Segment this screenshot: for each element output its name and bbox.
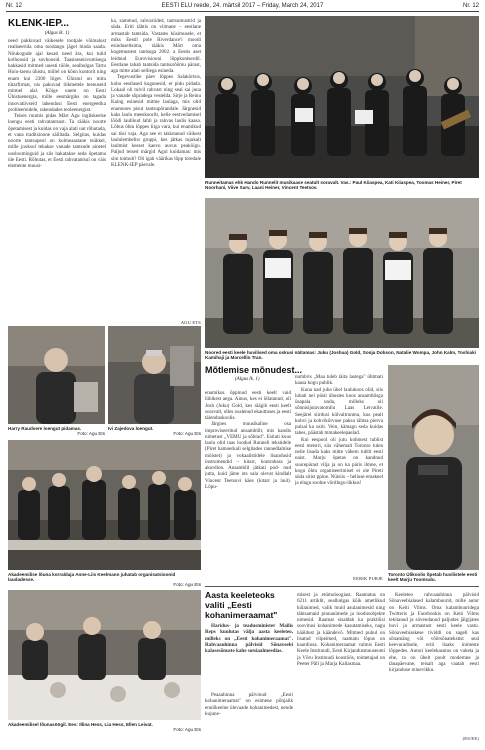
- col2-paragraph: ka, sammud, rahvariided, tantsumustrid ja süda. Eriti tähtis on viimane – eestlane armastab tantsida. Vastates küsimusele, et miks Eestil pole Riverdance'i moodi esinduseltsima, rääkis Märt oma kogemustest tantsuga 2002. a Eestis aset leidnud Eurovisiooni lõppkontserdil. Eestlane tahab tantsida tantsurõõmu pärast, aga mitte alati selliega esineda.: [111, 18, 201, 74]
- harry-caption-text: Harry Raudvere loengut pidamas.: [8, 426, 82, 431]
- page-number-right: Nr. 12: [462, 3, 479, 9]
- motlemise-paragraph: enamikus õppinud eesti keelt vaid lühikest aega. Ainus, kes ei õllatanud, oli Josh (Juku) Gold, kes räägib eesti keelt soravalt, olles osalenud ekauttuses ja eesti täienduskoolis.: [205, 390, 291, 421]
- motlemise-paragraph: Kuna nad juba ühel laulukoos olid, siis lubati nei püsti ühustes koos ansamblisga üsapala unda, milleks oli sõnnisijutavatomliu Laas Leivatile. Seejärel siirdusi külvaltrunmu, kus pealt kohvi ja kohvikürvuse paksu tähtsa pierva pulsal ka usiti. Vein, kämagu seda kuidas tahes, päästab mmakeelepaelad.: [295, 386, 383, 437]
- page-number-left: Nr. 12: [6, 3, 23, 9]
- aasta-article: [205, 590, 293, 732]
- aasta-paragraph: Keeleteo rahvaauhinna pälvisid Sõnaveebialased kalambuurid, mille autor on Keiti Vilms. Oma kalambuuridega Twitteris ja Facebookis on Keiti Vilms tekitanud ja süvendanud paljudes jälgijates huvi ja armastust eesti keele vastu. Sõnaveebiaskese tividdi on sageli kas sõnamäng või võõrsõnatekstist seal keevuradisele, eriti lisaks inimeste lõppedes. Autori keelekasutus on vaheta ja ehe, ta on ühelt poolt modernne ja tänapäevane, teisalt aga vaatab eesti kirjanduse minevikku.: [389, 592, 479, 673]
- klenk-paragraph: Teises ruumis pidas Märt Agu ingliskeelse loengu eesti rahvatantsust. Ta rääkis noorte õpetamisest ja kuidas on vaja alati uut rõhutada, et vana traditsioone säilitada. Selgitas, kuidas noorte tantsupeol on kolmeaastane tsükkel, mille jooksul tehakse vanade tantsude ainetel uusloominguid ja siis hakatakse seda õpetama üle Eesti. Rõhutas, et Eesti rahvatantsul on väis elemente muusi-: [8, 113, 106, 169]
- aasta-headline: [205, 590, 293, 620]
- col2-paragraph: Tegevustihe päev lõppes Salakõrtsis, kuhu eestlased kogunesid, et pidu pidada. Lokaal oli tulvil rahvast ning seal sai juua ja vanade sõpradega vestelda. Sirje ja Reinu Kaing esinesid mitme laulaga, mis olid enamuses pisut tantsupõrandale. Järgnesid kaks laulu meeskoorilt, kelle eestvedamisel lõõdi laulikud lahti ja rahvas laulis kaasa. Lõbus õhtu lõppes liiga vara, kui enamikud sai tüsi vaja. Aga see ei takistanud väikest laululembelist gruppi, kes jätkas tujukalt laulmist kesset kaevu auvus peakõigu. Paljud teised märgid Agul kuidamas: mis siin toimub? Oli igati väärikas lõpp toredale KLENK-IEP päevale.: [111, 74, 201, 168]
- aasta-body-b: [297, 592, 385, 744]
- ivi-photo: [108, 326, 201, 424]
- aasta-headline-line: valiti „Eesti: [205, 600, 252, 610]
- motlemise-byline: (Algus lk. 1): [235, 377, 260, 382]
- section-divider: [205, 586, 479, 587]
- motlemise-signature: EERIK PURJE: [353, 576, 383, 581]
- toronto-caption: Toronto Ülikoolis õpetab huvilistele eesti keelt Marju Toomsalu.: [388, 572, 478, 583]
- motlemise-col-b: [295, 374, 383, 574]
- students-caption: Noored eesti keele huvilised oma oskusi näitamas: Juku (Joshua) Gold, Sonja Dobson, Natalie Wompa, John Kalm, Toshiaki Kamihaji ja Marcellin Tran.: [205, 350, 476, 361]
- col2-body: [111, 18, 201, 318]
- aasta-paragraph: Peaauhinna pälvinud „Eesti kohanimeraamat" on esimene põhjalik ennlikeelne ülevaade kohanimedest, nende kujune-: [205, 692, 293, 717]
- aasta-lead: [205, 623, 293, 689]
- klenk-article: [8, 18, 106, 340]
- akadeemiline-caption-text: Akadeemilise lõuna korraldaja Anne-Liis Keelmann juhatab organisatsioonid laudadesse.: [8, 572, 176, 583]
- akadeemiline-photo: [8, 440, 201, 570]
- harry-caption: [8, 426, 105, 436]
- aasta-lead-text: Haridus- ja teadusminister Mailis Reps kuulutas välja aasta keeleteo, milleks on „Eesti kohanimeraamat". Rahvaauhinna pälvisid Sõnaveebi kalasesõnuste kahe sotsiaalmeedias.: [205, 623, 293, 654]
- musicians-caption: Runneitamas ehk Hando Runnelit musikaase seatult soravalt. Vas.: Paul Kiiaspea, Kati Kiiaspea, Toomas Heiner, Piret Noorhani, Viive Sarv, Laani Heiner, Vincent Teetsov.: [205, 180, 462, 191]
- aasta-body-c: [389, 592, 479, 734]
- klenk-signature: AGU ETS: [180, 320, 201, 325]
- klenk-body: [8, 38, 106, 340]
- musicians-photo: [205, 16, 479, 178]
- motlemise-headline: Mõtlemise mõnudest...: [205, 365, 303, 375]
- ivi-caption: [108, 426, 201, 436]
- motlemise-paragraph: Järgnes muusikaline osa improviseeritud ansamblilt, mis kandis nimetust „VEMU ja sõbrad". Esitati kuus laulu olid taas loodud Runneli tekstidele (Piret hamoerkali selgitades rannedlamise mõistet) ja vokaalistidele lisandusid instrumendid – kitarr, kontrabass ja akordion. Ansamblil jätkati pod- nud jutta, kuid jäme ots sala olevat kindlalt Vincent Teetsovi käes (kitarr ja laul). Lõpu-: [205, 421, 291, 490]
- lounasook-caption: [8, 722, 201, 732]
- klenk-byline: (Algus lk. 1): [44, 31, 70, 36]
- akadeemiline-photo-credit: Foto: Agu Ets: [173, 582, 201, 588]
- harry-photo-credit: Foto: Agu Ets: [77, 431, 105, 437]
- klenk-paragraph: need pakkuvad väikesele tootjale võimalust realiseerida oma toodangu jägel hinda saada. Nõukogude ajal kesati need ära, kui tulid kolhoosid ja sovhoosid. Taasiseseisvumisega hakkasid mitmed uuesti tööle, sealhulgas Tartu Hoiu-laenu ühistu, millel on kõnn kontorit ning enam kui 2300 liiget. Ühistul on mitu tütarfirmat, nis pakuvad liikmetele teenuseid mitmel alal. Kõige uuem on Eesti Ühistuenergia, mille eesmärgiks on tagada innovatiivseid lahendusi Eesti energeetika probleemidele, rakendades teoleenergiat.: [8, 38, 106, 113]
- page-header: [6, 2, 479, 12]
- students-photo: [205, 198, 479, 348]
- aasta-body-a: [205, 692, 293, 732]
- aasta-signature: (ES/EE): [462, 736, 479, 741]
- masthead-date: EESTI ELU reede, 24. märtsil 2017 – Friday, March 24, 2017: [161, 3, 324, 9]
- toronto-teacher-photo: [388, 365, 479, 570]
- ivi-caption-text: Ivi Zajedova loengut.: [108, 426, 154, 431]
- aasta-headline-line: Aasta keeleteoks: [205, 590, 275, 600]
- lounasook-photo: [8, 590, 201, 720]
- akadeemiline-caption: [8, 572, 201, 588]
- klenk-headline: KLENK-IEP...: [8, 18, 69, 29]
- ivi-photo-credit: Foto: Agu Ets: [173, 431, 201, 437]
- motlemise-col-a: [205, 390, 291, 576]
- aasta-headline-line: kohanimeraamat": [205, 610, 278, 620]
- motlemise-paragraph: Kui eespool oli jutu kohmest tublist eesti meistri, siis vähemalt Toronto tulen neile lisada kaks mitte vähem tublit eesti naist. Marju õpetas on kandnud suurepärast vilja ja on ka päris ilmne, et kogu õhtu organiseerimisel ei ole Pireti süda sitist ppine. Nüisiis – heliuse emakeel ja elugu soolne võrdlugu-likkus!: [295, 436, 383, 487]
- aasta-paragraph: misest ja etümoloogiast. Raamatus on 6211 artiklit, sealhulgas kõik ametlikud külanimed, valik muid asulanimesid ning tähtsamaid pinnanimede ja loodusobjekte nimesid. Raamat sisaldab ka praktilisi soovitusi kohanimede kasutamiseks, nagu hääldust ja käändevõ. Mitmed puhul on lisatud viipeimed, raamatu lõpus on kaardiosa. Kohanimeraamat valmis Eesti Keele Instituudi, Eesti Kirjandusmuuseumi ja Võru Instituudi koostöös, toimetajad on Peeter Päll ja Marja Kallasmaa.: [297, 592, 385, 667]
- lounasook-caption-text: Akadeemilisel lõunasöögil. Ees: Illina Hess, Lia Hess, Ellen Leivat.: [8, 722, 153, 727]
- harry-photo: [8, 326, 105, 424]
- motlemise-paragraph: numbris „Maa tuleb täita lastega" ühtmati kaasa kogu publik.: [295, 374, 383, 387]
- lounasook-photo-credit: Foto: Agu Ets: [173, 727, 201, 733]
- klenk-article-continued: [111, 18, 201, 325]
